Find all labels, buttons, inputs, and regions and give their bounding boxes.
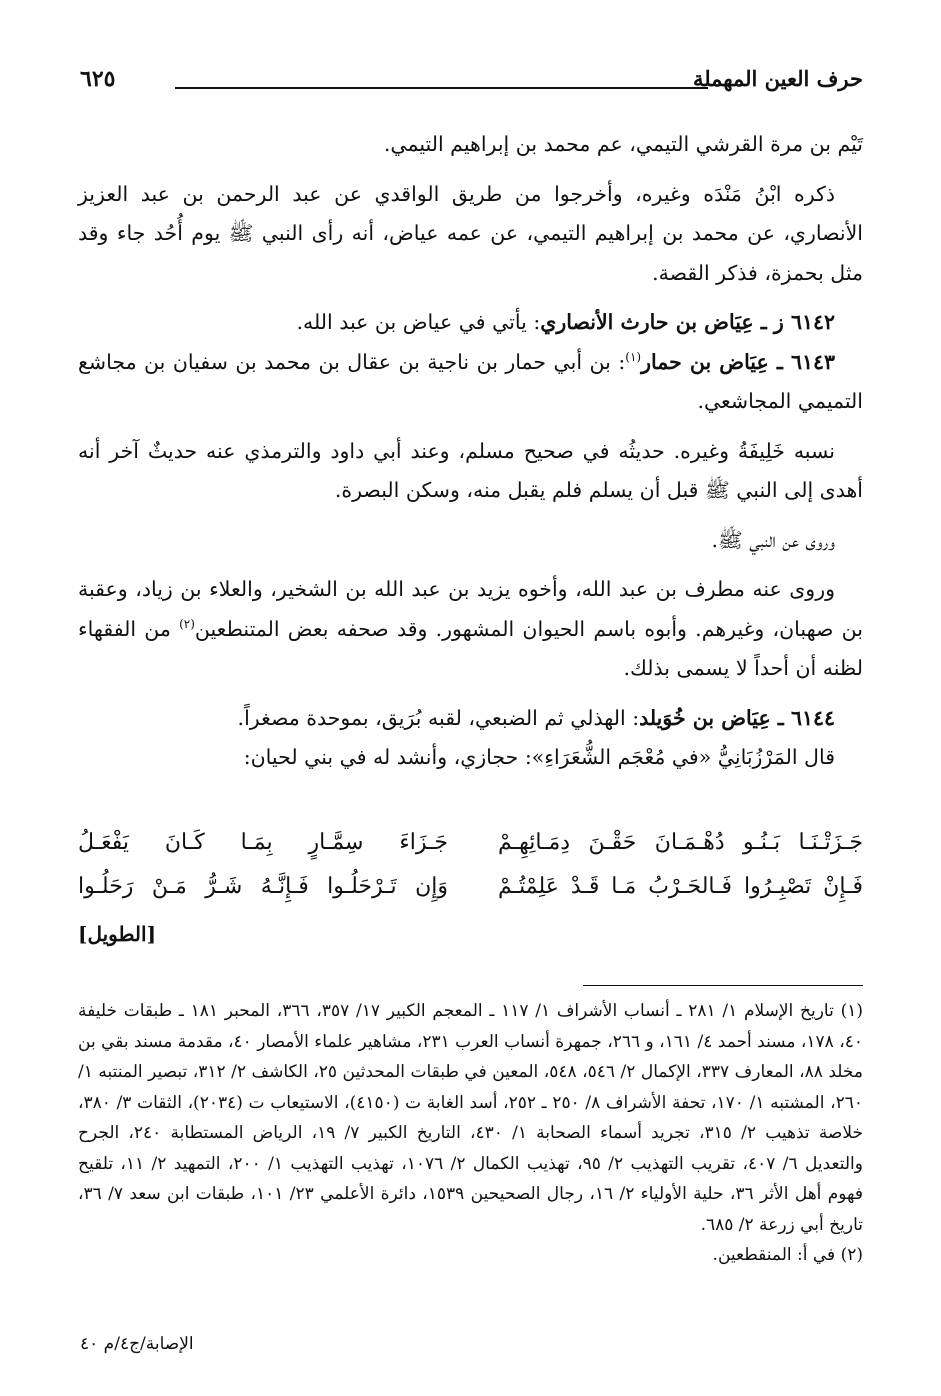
paragraph-narrated-from: وروى عن النبي ﷺ. — [711, 527, 835, 552]
verse-1 — [78, 830, 863, 874]
verse-2 — [78, 874, 863, 918]
paragraph-narrators-text-b: من الفقهاء لظنه أن أحداً لا يسمى بذلك. — [78, 616, 863, 680]
verse-2-first-hemistich: فَـإِنْ تَصْبِـرُوا فَـالحَـرْبُ مَـا قَـدْ عَلِمْتُـمْ — [498, 874, 863, 899]
entry-6144-heading: ٦١٤٤ ـ عِيَاض بن خُوَيلد — [639, 705, 835, 730]
entry-6143-heading: ٦١٤٣ ـ عِيَاض بن حمار — [641, 349, 836, 374]
paragraph-continuation: تَيْم بن مرة القرشي التيمي، عم محمد بن إبراهيم التيمي. — [383, 132, 863, 156]
entry-6143 — [78, 343, 863, 422]
verse-1-first-hemistich: جَـزَتْـنَـا بَـنُـو دُهْـمَـانَ حَقْـنَ دِمَـائِهِـمْ — [498, 830, 863, 855]
entry-6142-text: : يأتي في عياض بن عبد الله. — [296, 310, 541, 334]
header-rule — [175, 87, 708, 89]
entry-6144 — [78, 699, 863, 739]
footnote-ref-2: (٢) — [179, 616, 195, 631]
verse-2-second-hemistich: وَإِن تَـرْحَلُـوا فَـإِنَّـهُ شَـرُّ مَـنْ رَحَلُـوا — [78, 874, 448, 899]
footnotes — [78, 996, 863, 1271]
footnote-separator — [583, 985, 863, 986]
signature-mark: الإصابة/ج٤/م ٤٠ — [80, 1334, 194, 1354]
main-text — [78, 125, 863, 778]
poem-meter: [الطويل] — [78, 922, 157, 946]
entry-6143-text: : بن أبي حمار بن ناجية بن عقال بن محمد بن سفيان بن مجاشع التميمي المجاشعي. — [78, 349, 863, 413]
paragraph-narrators-text-a: وروى عنه مطرف بن عبد الله، وأخوه يزيد بن عبد الله بن الشخير، والعلاء بن زياد، وعقبة بن صهبان، وغيرهم. وأبوه باسم الحيوان المشهور. وقد صحفه بعض المتنطعين — [78, 577, 863, 641]
verse-1-second-hemistich: جَـزَاءَ سِمَّـارٍ بِمَـا كَـانَ يَفْعَـلُ — [78, 830, 448, 855]
footnote-1: (١) تاريخ الإسلام ١/ ٢٨١ ـ أنساب الأشراف ١/ ١١٧ ـ المعجم الكبير ١٧/ ٣٥٧، ٣٦٦، المحبر ١٨١ ـ طبقات خليفة ٤٠، ١٧٨، مسند أحمد ٤/ ١٦١، و ٢٦٦، جمهرة أنساب العرب ٢٣١، مشاهير علماء الأمصار ٤٠، مقدمة مسند بقي بن مخلد ٨٨، المعارف ٣٣٧، الإكمال ٢/ ٥٤٦، ٥٤٨، المعين في طبقات المحدثين ٢٥، الكاشف ٢/ ٣١٢، تبصير المنتبه ١/ ٢٦٠، المشتبه ١/ ١٧٠، تحفة الأشراف ٨/ ٢٥٠ ـ ٢٥٢، أسد الغابة ت (٤١٥٠)، الاستيعاب ت (٢٠٣٤)، الثقات ٣/ ٣٨٠، خلاصة تذهيب ٢/ ٣١٥، تجريد أسماء الصحابة ١/ ٤٣٠، التاريخ الكبير ٧/ ١٩، الرياض المستطابة ٢٤٠، الجرح والتعديل ٦/ ٤٠٧، تقريب التهذيب ٢/ ٩٥، تهذيب الكمال ٢/ ١٠٧٦، تهذيب التهذيب ١/ ٢٠٠، التمهيد ٢/ ١١، تلقيح فهوم أهل الأثر ٣٦، حلية الأولياء ٢/ ١٦، رجال الصحيحين ١٥٣٩، دائرة الأعلمي ٢٣/ ١٠١، طبقات ابن سعد ٧/ ٣٦، تاريخ أبي زرعة ٢/ ٦٨٥. — [78, 1001, 864, 1235]
footnote-2: (٢) في أ: المنقطعين. — [712, 1245, 863, 1265]
paragraph-narrators — [78, 570, 863, 689]
footnote-ref-1: (١) — [625, 349, 642, 364]
entry-6144-text: : الهذلي ثم الضبعي، لقبه بُرَيق، بموحدة مصغراً. — [237, 705, 640, 730]
paragraph-ibn-mandah: ذكره ابْنُ مَنْدَه وغيره، وأخرجوا من طريق الواقدي عن عبد الرحمن بن عبد العزيز الأنصاري، عن محمد بن إبراهيم التيمي، عن عمه عياض، أنه رأى النبي ﷺ يوم أُحُد جاء وقد مثل بحمزة، فذكر القصة. — [78, 181, 863, 285]
paragraph-marzubani: قال المَرْزُبَانِيُّ «في مُعْجَم الشُّعَرَاءِ»: حجازي، وأنشد له في بني لحيان: — [243, 745, 835, 769]
entry-6142 — [78, 303, 863, 343]
page-header — [80, 66, 863, 102]
entry-6142-heading: ٦١٤٢ ز ـ عِيَاض بن حارث الأنصاري — [540, 310, 835, 334]
running-title: حرف العين المهملة — [692, 66, 863, 91]
paragraph-nasab: نسبه خَلِيفَةُ وغيره. حديثُه في صحيح مسلم، وعند أبي داود والترمذي عنه حديثٌ آخر أنه أهدى إلى النبي ﷺ قبل أن يسلم فلم يقبل منه، وسكن البصرة. — [78, 438, 863, 502]
poem — [78, 830, 863, 946]
page-number: ٦٢٥ — [80, 66, 116, 92]
